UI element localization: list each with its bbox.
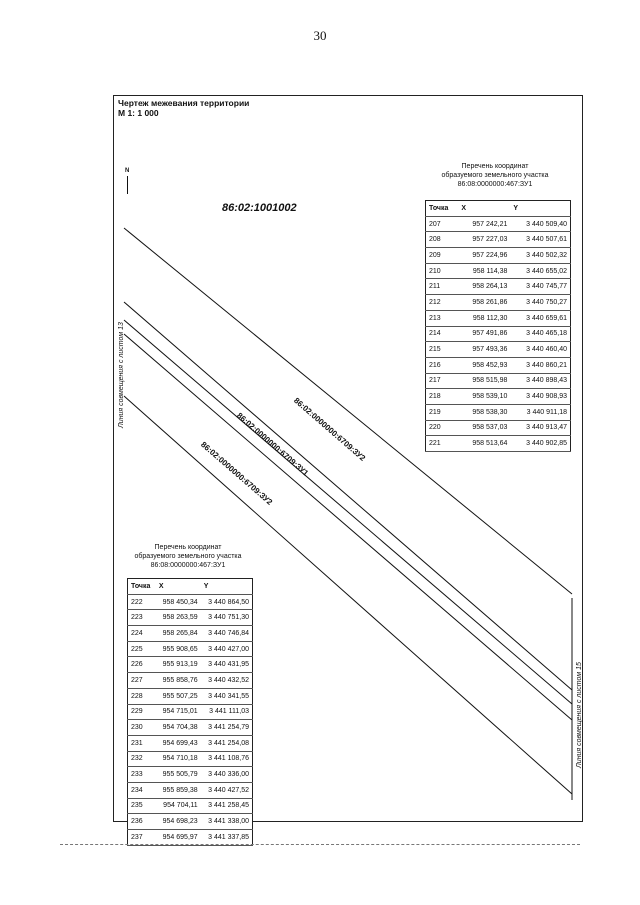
x-cell: 955 913,19: [156, 657, 201, 673]
y-cell: 3 440 751,30: [201, 610, 253, 626]
cadastral-block-label: 86:02:1001002: [222, 202, 297, 214]
x-cell: 958 265,84: [156, 626, 201, 642]
table-row: [426, 310, 571, 326]
point-cell: 223: [128, 610, 156, 626]
point-cell: 232: [128, 751, 156, 767]
table-row: [128, 610, 253, 626]
table-row: [426, 326, 571, 342]
x-cell: 958 539,10: [458, 389, 510, 405]
table-row: [128, 735, 253, 751]
point-cell: 212: [426, 295, 459, 311]
y-cell: 3 440 898,43: [510, 373, 570, 389]
point-cell: 227: [128, 673, 156, 689]
bottom-table-caption-line2: образуемого земельного участка: [134, 553, 242, 560]
table-row: [128, 767, 253, 783]
table-row: [426, 279, 571, 295]
point-cell: 209: [426, 248, 459, 264]
y-cell: 3 440 913,47: [510, 420, 570, 436]
point-cell: 229: [128, 704, 156, 720]
y-cell: 3 440 655,02: [510, 263, 570, 279]
y-cell: 3 440 864,50: [201, 594, 253, 610]
drawing-title-name: Чертеж межевания территории: [118, 98, 250, 108]
y-cell: 3 441 254,79: [201, 720, 253, 736]
x-cell: 958 515,98: [458, 373, 510, 389]
table-header-row: [426, 201, 571, 217]
x-cell: 955 908,65: [156, 641, 201, 657]
point-cell: 231: [128, 735, 156, 751]
y-cell: 3 440 509,40: [510, 216, 570, 232]
y-cell: 3 440 745,77: [510, 279, 570, 295]
table-row: [128, 641, 253, 657]
table-row: [426, 248, 571, 264]
x-cell: 954 704,38: [156, 720, 201, 736]
y-cell: 3 440 432,52: [201, 673, 253, 689]
point-cell: 228: [128, 688, 156, 704]
y-cell: 3 440 911,18: [510, 404, 570, 420]
point-cell: 233: [128, 767, 156, 783]
table-row: [128, 720, 253, 736]
table-row: [128, 657, 253, 673]
table-row: [128, 782, 253, 798]
table-row: [426, 389, 571, 405]
table-row: [426, 342, 571, 358]
footer-dashed-line: [60, 844, 580, 845]
point-cell: 234: [128, 782, 156, 798]
x-cell: 955 505,79: [156, 767, 201, 783]
x-cell: 957 493,36: [458, 342, 510, 358]
y-cell: 3 440 746,84: [201, 626, 253, 642]
x-cell: 954 698,23: [156, 814, 201, 830]
point-cell: 217: [426, 373, 459, 389]
x-cell: 954 715,01: [156, 704, 201, 720]
x-cell: 957 224,96: [458, 248, 510, 264]
point-cell: 221: [426, 436, 459, 452]
y-cell: 3 440 902,85: [510, 436, 570, 452]
point-cell: 213: [426, 310, 459, 326]
point-cell: 236: [128, 814, 156, 830]
y-cell: 3 440 750,27: [510, 295, 570, 311]
col-y: Y: [201, 579, 253, 595]
y-cell: 3 441 108,76: [201, 751, 253, 767]
x-cell: 957 242,21: [458, 216, 510, 232]
parcel-label-2: 86:02:0000000:6709:ЗУ1: [235, 411, 311, 478]
left-match-line-label: Линия совмещения с листом 13: [118, 322, 125, 428]
point-cell: 208: [426, 232, 459, 248]
y-cell: 3 441 338,00: [201, 814, 253, 830]
point-cell: 220: [426, 420, 459, 436]
top-table-caption-line3: 86:08:0000000:467:ЗУ1: [457, 181, 533, 188]
table-row: [128, 594, 253, 610]
y-cell: 3 441 254,08: [201, 735, 253, 751]
top-table-caption-line1: Перечень координат: [461, 163, 529, 170]
x-cell: 958 264,13: [458, 279, 510, 295]
x-cell: 955 859,38: [156, 782, 201, 798]
y-cell: 3 440 460,40: [510, 342, 570, 358]
col-x: X: [156, 579, 201, 595]
col-x: X: [458, 201, 510, 217]
table-row: [128, 673, 253, 689]
y-cell: 3 440 502,32: [510, 248, 570, 264]
table-row: [128, 704, 253, 720]
col-y: Y: [510, 201, 570, 217]
parcel-label-3: 86:02:0000000:6709:ЗУ2: [199, 440, 275, 507]
table-row: [128, 798, 253, 814]
point-cell: 224: [128, 626, 156, 642]
x-cell: 955 507,25: [156, 688, 201, 704]
x-cell: 958 450,34: [156, 594, 201, 610]
point-cell: 230: [128, 720, 156, 736]
table-row: [426, 373, 571, 389]
table-row: [426, 404, 571, 420]
drawing-scale: М 1: 1 000: [118, 108, 159, 118]
top-table-caption: [420, 162, 570, 189]
x-cell: 958 261,86: [458, 295, 510, 311]
table-row: [128, 626, 253, 642]
y-cell: 3 440 507,61: [510, 232, 570, 248]
y-cell: 3 440 431,95: [201, 657, 253, 673]
bottom-table-caption: [118, 543, 258, 570]
bottom-coordinates-table: [127, 578, 253, 846]
x-cell: 958 452,93: [458, 357, 510, 373]
top-coordinates-table: [425, 200, 571, 452]
table-row: [426, 263, 571, 279]
table-row: [128, 814, 253, 830]
y-cell: 3 440 427,52: [201, 782, 253, 798]
x-cell: 958 538,30: [458, 404, 510, 420]
right-match-line-label: Линия совмещения с листом 15: [576, 662, 583, 768]
point-cell: 216: [426, 357, 459, 373]
y-cell: 3 440 336,00: [201, 767, 253, 783]
y-cell: 3 440 341,55: [201, 688, 253, 704]
table-row: [426, 232, 571, 248]
point-cell: 215: [426, 342, 459, 358]
point-cell: 218: [426, 389, 459, 405]
x-cell: 957 491,86: [458, 326, 510, 342]
page-number: 30: [313, 28, 327, 43]
table-row: [426, 357, 571, 373]
point-cell: 235: [128, 798, 156, 814]
x-cell: 958 263,59: [156, 610, 201, 626]
point-cell: 225: [128, 641, 156, 657]
x-cell: 954 704,11: [156, 798, 201, 814]
point-cell: 222: [128, 594, 156, 610]
table-row: [426, 436, 571, 452]
x-cell: 958 114,38: [458, 263, 510, 279]
bottom-table-caption-line3: 86:08:0000000:467:ЗУ1: [150, 562, 226, 569]
y-cell: 3 440 659,61: [510, 310, 570, 326]
x-cell: 958 112,30: [458, 310, 510, 326]
x-cell: 957 227,03: [458, 232, 510, 248]
x-cell: 954 695,97: [156, 830, 201, 846]
x-cell: 954 699,43: [156, 735, 201, 751]
col-point: Точка: [426, 201, 459, 217]
table-header-row: [128, 579, 253, 595]
table-row: [426, 216, 571, 232]
point-cell: 237: [128, 830, 156, 846]
top-table-caption-line2: образуемого земельного участка: [441, 172, 549, 179]
parcel-label-1: 86:02:0000000:6709:ЗУ2: [292, 396, 368, 463]
x-cell: 958 537,03: [458, 420, 510, 436]
point-cell: 219: [426, 404, 459, 420]
table-row: [128, 688, 253, 704]
y-cell: 3 440 860,21: [510, 357, 570, 373]
y-cell: 3 441 337,85: [201, 830, 253, 846]
point-cell: 211: [426, 279, 459, 295]
point-cell: 226: [128, 657, 156, 673]
north-letter: N: [125, 168, 130, 174]
y-cell: 3 440 427,00: [201, 641, 253, 657]
table-row: [426, 295, 571, 311]
y-cell: 3 440 465,18: [510, 326, 570, 342]
point-cell: 207: [426, 216, 459, 232]
x-cell: 954 710,18: [156, 751, 201, 767]
point-cell: 210: [426, 263, 459, 279]
y-cell: 3 441 258,45: [201, 798, 253, 814]
table-row: [128, 830, 253, 846]
bottom-table-caption-line1: Перечень координат: [154, 544, 222, 551]
point-cell: 214: [426, 326, 459, 342]
x-cell: 955 858,76: [156, 673, 201, 689]
x-cell: 958 513,64: [458, 436, 510, 452]
y-cell: 3 441 111,03: [201, 704, 253, 720]
table-row: [426, 420, 571, 436]
col-point: Точка: [128, 579, 156, 595]
table-row: [128, 751, 253, 767]
y-cell: 3 440 908,93: [510, 389, 570, 405]
